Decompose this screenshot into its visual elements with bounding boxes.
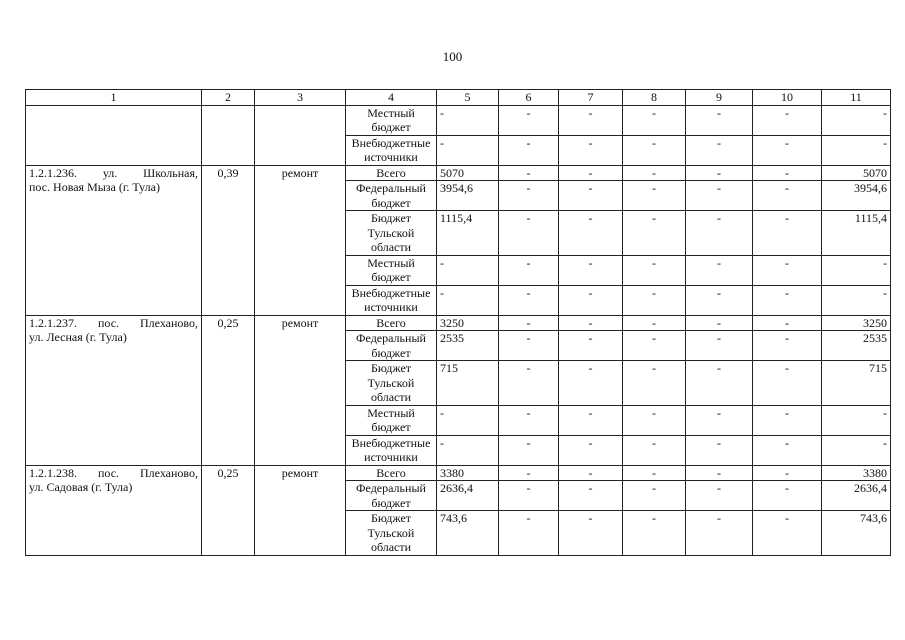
funding-source-cell: Внебюджетные источники [346, 285, 437, 315]
object-name-line1: 1.2.1.237. пос. Плеханово, [29, 315, 198, 330]
value-cell: - [686, 331, 753, 361]
value-cell: - [559, 405, 623, 435]
value-cell: - [559, 435, 623, 465]
header-cell: 6 [499, 90, 559, 106]
funding-source-cell: Местный бюджет [346, 255, 437, 285]
value-cell: - [559, 285, 623, 315]
value-cell: - [753, 135, 822, 165]
value-cell: - [499, 165, 559, 181]
value-cell: - [437, 135, 499, 165]
value-cell: - [822, 405, 891, 435]
funding-source-cell: Местный бюджет [346, 105, 437, 135]
value-cell: - [559, 481, 623, 511]
value-cell: - [437, 285, 499, 315]
value-cell: - [499, 511, 559, 556]
header-cell: 7 [559, 90, 623, 106]
work-type-cell: ремонт [255, 315, 346, 465]
value-cell: 2535 [822, 331, 891, 361]
value-cell: - [623, 285, 686, 315]
value-cell: - [753, 211, 822, 256]
header-row [26, 90, 891, 106]
value-cell: - [753, 105, 822, 135]
funding-source-cell: Внебюджетные источники [346, 135, 437, 165]
value-cell: - [753, 181, 822, 211]
work-type-cell: ремонт [255, 165, 346, 315]
value-cell: - [499, 481, 559, 511]
header-cell: 9 [686, 90, 753, 106]
object-name-cell [26, 465, 202, 555]
header-cell: 2 [202, 90, 255, 106]
funding-source-cell: Всего [346, 465, 437, 481]
value-cell: - [559, 211, 623, 256]
value-cell: - [753, 255, 822, 285]
funding-source-cell: Федеральный бюджет [346, 331, 437, 361]
value-cell: 2636,4 [437, 481, 499, 511]
header-cell: 4 [346, 90, 437, 106]
value-cell: 5070 [437, 165, 499, 181]
value-cell: - [686, 481, 753, 511]
value-cell: - [753, 315, 822, 331]
funding-source-cell: Местный бюджет [346, 405, 437, 435]
object-cell [26, 105, 202, 165]
value-cell: - [499, 331, 559, 361]
length-cell: 0,39 [202, 165, 255, 315]
value-cell: - [753, 361, 822, 406]
work-type-cell: ремонт [255, 465, 346, 555]
table-body [26, 90, 891, 556]
value-cell: - [623, 255, 686, 285]
value-cell: - [499, 135, 559, 165]
table-row [26, 315, 891, 331]
value-cell: 2535 [437, 331, 499, 361]
value-cell: - [623, 465, 686, 481]
value-cell: - [559, 465, 623, 481]
value-cell: - [686, 405, 753, 435]
value-cell: 1115,4 [822, 211, 891, 256]
value-cell: - [437, 255, 499, 285]
value-cell: - [499, 105, 559, 135]
value-cell: - [822, 255, 891, 285]
header-cell: 5 [437, 90, 499, 106]
value-cell: - [559, 255, 623, 285]
value-cell: - [753, 285, 822, 315]
value-cell: - [559, 181, 623, 211]
page-number: 100 [442, 49, 463, 64]
value-cell: - [499, 435, 559, 465]
value-cell: - [623, 481, 686, 511]
funding-source-cell: Внебюджетные источники [346, 435, 437, 465]
value-cell: 715 [437, 361, 499, 406]
value-cell: - [686, 435, 753, 465]
value-cell: 3954,6 [437, 181, 499, 211]
value-cell: - [559, 361, 623, 406]
value-cell: - [686, 181, 753, 211]
object-name-cell [26, 315, 202, 465]
header-cell: 10 [753, 90, 822, 106]
value-cell: - [559, 331, 623, 361]
value-cell: - [499, 361, 559, 406]
header-cell: 1 [26, 90, 202, 106]
value-cell: - [559, 315, 623, 331]
value-cell: - [686, 361, 753, 406]
value-cell: - [753, 405, 822, 435]
value-cell: - [686, 135, 753, 165]
value-cell: - [437, 105, 499, 135]
value-cell: - [686, 165, 753, 181]
value-cell: - [686, 511, 753, 556]
length-cell: 0,25 [202, 315, 255, 465]
value-cell: - [822, 135, 891, 165]
funding-source-cell: Всего [346, 165, 437, 181]
value-cell: 1115,4 [437, 211, 499, 256]
value-cell: - [499, 211, 559, 256]
value-cell: - [559, 511, 623, 556]
value-cell: - [686, 105, 753, 135]
value-cell: - [499, 315, 559, 331]
object-name-cell [26, 165, 202, 315]
object-name-line2: ул. Лесная (г. Тула) [29, 330, 127, 344]
funding-source-cell: Всего [346, 315, 437, 331]
table-row [26, 105, 891, 135]
value-cell: - [686, 285, 753, 315]
value-cell: - [623, 135, 686, 165]
value-cell: - [499, 285, 559, 315]
value-cell: - [499, 255, 559, 285]
value-cell: - [753, 511, 822, 556]
value-cell: - [559, 105, 623, 135]
value-cell: - [499, 405, 559, 435]
length-cell: 0,25 [202, 465, 255, 555]
value-cell: - [753, 165, 822, 181]
object-name-line2: пос. Новая Мыза (г. Тула) [29, 180, 160, 194]
value-cell: - [686, 465, 753, 481]
value-cell: 2636,4 [822, 481, 891, 511]
value-cell: - [753, 331, 822, 361]
value-cell: - [623, 511, 686, 556]
value-cell: - [753, 435, 822, 465]
header-cell: 11 [822, 90, 891, 106]
value-cell: - [499, 181, 559, 211]
value-cell: - [822, 105, 891, 135]
value-cell: - [437, 435, 499, 465]
funding-table [25, 89, 891, 556]
value-cell: - [559, 165, 623, 181]
value-cell: - [686, 211, 753, 256]
value-cell: 5070 [822, 165, 891, 181]
value-cell: 743,6 [822, 511, 891, 556]
value-cell: - [753, 481, 822, 511]
object-name-line1: 1.2.1.236. ул. Школьная, [29, 165, 198, 180]
value-cell: - [623, 331, 686, 361]
funding-source-cell: Бюджет Тульской области [346, 211, 437, 256]
work-type-cell [255, 105, 346, 165]
value-cell: - [623, 211, 686, 256]
value-cell: - [686, 255, 753, 285]
value-cell: - [623, 105, 686, 135]
value-cell: 3954,6 [822, 181, 891, 211]
value-cell: - [623, 165, 686, 181]
funding-source-cell: Федеральный бюджет [346, 181, 437, 211]
length-cell [202, 105, 255, 165]
table-row [26, 165, 891, 181]
object-name-line1: 1.2.1.238. пос. Плеханово, [29, 465, 198, 480]
value-cell: 743,6 [437, 511, 499, 556]
table-row [26, 465, 891, 481]
value-cell: - [623, 435, 686, 465]
value-cell: - [499, 465, 559, 481]
funding-source-cell: Бюджет Тульской области [346, 361, 437, 406]
header-cell: 3 [255, 90, 346, 106]
value-cell: 3250 [437, 315, 499, 331]
funding-source-cell: Федеральный бюджет [346, 481, 437, 511]
funding-source-cell: Бюджет Тульской области [346, 511, 437, 556]
value-cell: - [822, 435, 891, 465]
value-cell: - [623, 315, 686, 331]
value-cell: 3380 [822, 465, 891, 481]
value-cell: - [623, 361, 686, 406]
value-cell: 3250 [822, 315, 891, 331]
object-name-line2: ул. Садовая (г. Тула) [29, 480, 133, 494]
value-cell: - [822, 285, 891, 315]
value-cell: - [623, 405, 686, 435]
value-cell: - [437, 405, 499, 435]
header-cell: 8 [623, 90, 686, 106]
value-cell: - [753, 465, 822, 481]
value-cell: 715 [822, 361, 891, 406]
value-cell: - [559, 135, 623, 165]
value-cell: 3380 [437, 465, 499, 481]
value-cell: - [686, 315, 753, 331]
value-cell: - [623, 181, 686, 211]
